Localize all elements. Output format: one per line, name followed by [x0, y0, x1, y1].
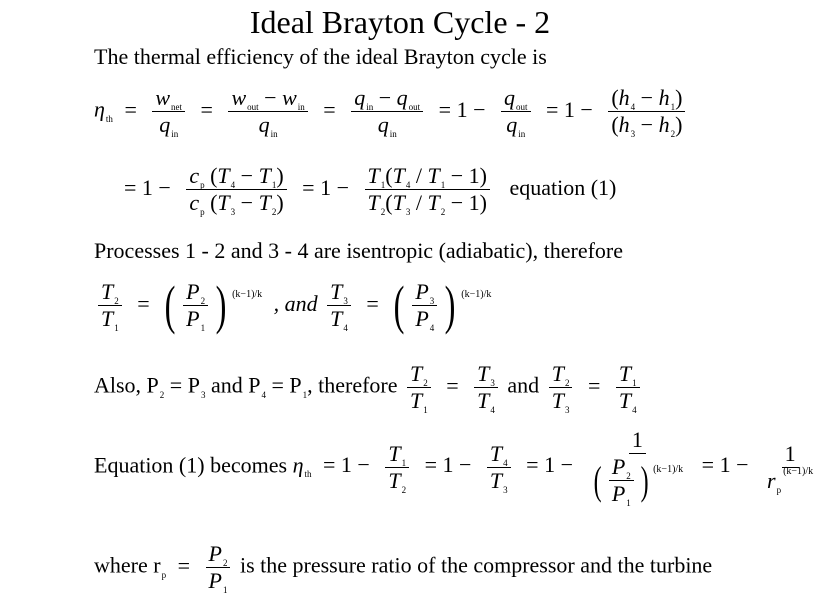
pressure-ratio-definition: where $r_p$ = $\frac{P_2}{P_1}$ is the pressure ratio of the compressor and the turbine	[94, 541, 713, 596]
slide-title: Ideal Brayton Cycle - 2	[249, 4, 551, 40]
equation-label: equation (1)	[509, 174, 617, 200]
also-relations: Also, $P_2 = P_3$ and $P_4 = P_1$, therefore $\frac{T_2}{T_1}$ = $\frac{T_3}{T_4}$ and $\frac{T_2}{T_3}$ = $\frac{T_1}{T_4}$	[94, 362, 644, 413]
isentropic-relations: $\frac{T_2}{T_1}$ = ( $\frac{P_2}{P_1}$ ) $^{(k-1)/k}$ , and $\frac{T_3}{T_4}$ = ( $\frac{P_3}{P_4}$ ) $^{(k-1)/k}$	[94, 280, 491, 331]
final-efficiency-equation: Equation (1) becomes $\eta_{th} = 1$ − $\frac{T_1}{T_2}$ = 1 − $\frac{T_4}{T_3}$ = 1 − 1 ( $\frac{P_2}{P_1}$ ) $^{(k-1)/k}$ = 1 − $\frac{1}{r_p^{(k-1)/k}}$	[94, 427, 814, 509]
and-word: , and	[273, 290, 318, 316]
intro-text: The thermal efficiency of the ideal Brayton cycle is	[94, 44, 547, 69]
eq1-becomes-text: Equation (1) becomes	[94, 452, 288, 478]
processes-text: Processes 1 - 2 and 3 - 4 are isentropic (adiabatic), therefore	[94, 238, 623, 263]
where-suffix-text: is the pressure ratio of the compressor and the turbine	[239, 552, 713, 578]
efficiency-equation-2: = 1 − $\frac{c_p (T_4 - T_1)}{c_p (T_3 - T_2)}$ = 1 − $\frac{T_1(T_4 / T_1 - 1)}{T_2(T_3 / T_2 - 1)}$ equation (1)	[124, 163, 617, 218]
efficiency-equation-1: $\eta_{th}$ = $\frac{w_{net}}{q_{in}}$ = $\frac{w_{out} - w_{in}}{q_{in}}$ = $\frac{q_{in} - q_{out}}{q_{in}}$ = 1 − $\frac{q_{out}}{q_{in}}$ = 1 − $\frac{(h_4 - h_1)}{(h_3 - h_2)}$	[94, 86, 689, 137]
